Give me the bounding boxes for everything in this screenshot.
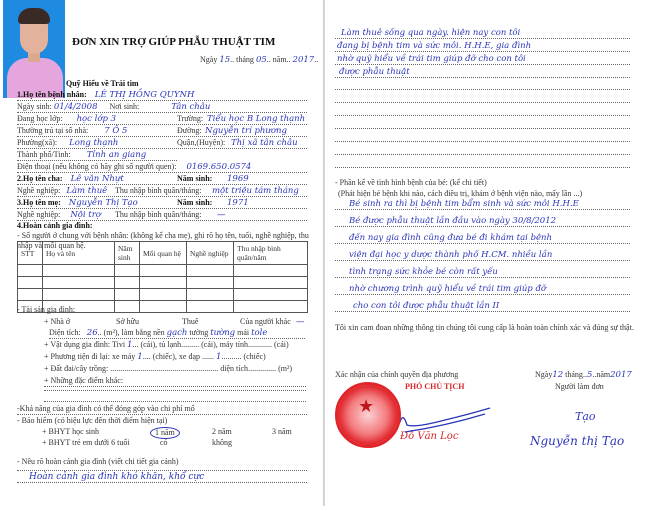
city-row: Thành phố/Tinh: Tỉnh an giang bbox=[17, 150, 177, 161]
family-heading: 4.Hoàn cảnh gia đình: bbox=[17, 221, 93, 230]
patient-name: LÊ THỊ HỒNG QUYNH bbox=[94, 90, 195, 100]
dob-row: Ngày sinh: 01/4/2008 Nơi sinh: Tân châu bbox=[17, 102, 307, 113]
phone-row: Điện thoại (nếu không có hãy ghi số người quen): 0169.650.0574 bbox=[17, 162, 307, 173]
patient-name-row: 1.Họ tên bệnh nhân: LÊ THỊ HỒNG QUYNH bbox=[17, 90, 307, 101]
ward-row: Phường(xã): Long thạnh Quận,(Huyện): Thị xã tân châu bbox=[17, 138, 307, 149]
chairman-title: PHÓ CHỦ TỊCH bbox=[405, 382, 465, 391]
school-row: Đang học lớp: học lớp 3 Trường: Tiểu học B Long thạnh bbox=[17, 114, 306, 124]
blank-line bbox=[335, 153, 630, 155]
table-row bbox=[18, 289, 308, 301]
other-features-row: + Những đặc điểm khác: bbox=[44, 376, 306, 387]
student-insurance-row: + BHYT học sinh 1 năm 2 năm 3 năm bbox=[42, 427, 292, 437]
blank-line bbox=[44, 400, 306, 402]
blank-line bbox=[44, 389, 306, 391]
illness-line: đến nay gia đình cũng đưa bé đi khám tại bệnh bbox=[335, 233, 630, 244]
circumstance-row: Hoàn cảnh gia đình khó khăn, khổ cực bbox=[17, 472, 307, 483]
address-row: Thường trú tại số nhà: 7 Ô 5 Đường: Nguyễn trí phương bbox=[17, 126, 307, 137]
illness-line: cho con tôi được phẫu thuật lần II bbox=[335, 301, 630, 312]
table-row bbox=[18, 277, 308, 289]
insurance-heading: - Bảo hiểm (có hiệu lực đến thời điểm hiện tại) bbox=[17, 416, 168, 425]
illness-line: Bé sinh ra thì bị bệnh tim bẩm sinh và sức môi H.H.E bbox=[335, 199, 630, 210]
blank-line bbox=[335, 88, 630, 90]
contribution-row: -Khả năng của gia đình có thể đóng góp vào chi phí mổ bbox=[17, 404, 307, 415]
illness-line: viện đại học y dược thành phố H.CM. nhiều lần bbox=[335, 250, 630, 261]
chairman-signature-icon bbox=[385, 400, 495, 440]
recipient: Quỹ Hiểu về Trái tim bbox=[66, 79, 139, 88]
child-insurance-row: + BHYT trẻ em dưới 6 tuổi có không bbox=[42, 438, 232, 447]
family-members-table bbox=[17, 241, 308, 313]
house-area-row: Diện tích: 26.. (m²), làm bằng nền gạch tường tường mái tole bbox=[49, 328, 305, 339]
applicant-signature: Tạo bbox=[575, 410, 596, 423]
illness-heading: - Phần kể về tình hình bệnh của bé: (kể chi tiết) bbox=[335, 178, 487, 187]
father-job-row: Nghề nghiệp: Làm thuê Thu nhập bình quân/tháng: một triệu tám tháng bbox=[17, 186, 307, 197]
vehicles-row: + Phương tiện đi lại: xe máy 1.... (chiếc), xe đạp ...... 1.......... (chiếc) bbox=[44, 352, 266, 362]
circumstance-heading: - Nêu rõ hoàn cảnh gia đình (viết chi tiết gia cảnh) bbox=[17, 457, 179, 466]
house-ownership-row: + Nhà ở Sở hữu Thuê Của người khác — bbox=[44, 317, 305, 327]
land-row: + Đất đai/cây trồng: ...................................................... diện tích.............. (m²) bbox=[44, 364, 293, 373]
illness-line: Bé được phẫu thuật lần đầu vào ngày 30/8/2012 bbox=[335, 216, 630, 227]
commitment-text: Tôi xin cam đoan những thông tin chúng tôi cung cấp là hoàn toàn chính xác và đúng sự thật. bbox=[335, 323, 634, 332]
intro-line: được phẫu thuật bbox=[335, 67, 630, 78]
father-row: 2.Họ tên cha: Lê văn Nhựt Năm sinh: 1969 bbox=[17, 174, 307, 185]
illness-line: nhờ chương trình quỹ hiểu về trái tim giúp đỡ bbox=[335, 284, 630, 295]
blank-line bbox=[17, 469, 307, 471]
blank-line bbox=[335, 127, 630, 129]
assets-heading: - Tài sản gia đình: bbox=[17, 305, 76, 314]
mother-row: 3.Họ tên mẹ: Nguyễn Thị Tạo Năm sinh: 1971 bbox=[17, 198, 307, 209]
blank-line bbox=[335, 140, 630, 142]
blank-line bbox=[335, 101, 630, 103]
intro-line: đang bị bệnh tim và sức môi. H.H.E, gia đình bbox=[335, 41, 630, 52]
illness-note: (Phát hiện bé bệnh khi nào, cách điều trị, khám ở bệnh viện nào, mấy lần ...) bbox=[338, 189, 583, 198]
household-items-row: + Vật dụng gia đình: Tivi 1... (cái), tủ lạnh......... (cái), máy tính............ (cái) bbox=[44, 340, 289, 350]
applicant-label: Người làm đơn bbox=[555, 382, 604, 391]
form-date: Ngày 15.. tháng 05.. năm.. 2017.. bbox=[200, 55, 319, 65]
form-title: ĐƠN XIN TRỢ GIÚP PHẪU THUẬT TIM bbox=[72, 36, 276, 48]
blank-line bbox=[335, 166, 630, 168]
student-option-1-selected: 1 năm bbox=[150, 427, 180, 439]
sign-date: Ngày12 tháng..5..năm2017 bbox=[535, 370, 632, 380]
blank-line bbox=[335, 114, 630, 116]
application-form-page-1 bbox=[0, 0, 324, 506]
chairman-name: Đỗ Văn Lọc bbox=[400, 431, 459, 442]
local-confirmation-label: Xác nhận của chính quyền địa phương bbox=[335, 370, 459, 379]
official-seal-icon: ★ bbox=[335, 382, 401, 448]
table-row bbox=[18, 265, 308, 277]
family-note: - Số người ở chung với bệnh nhân: (không kể cha mẹ), ghi rõ họ tên, tuổi, nghề nghiệp, thu nhập và mối quan hệ. bbox=[17, 231, 309, 250]
intro-line: nhờ quỹ hiểu về trái tim giúp đỡ cho con tôi bbox=[335, 54, 630, 65]
table-header-row: STT Họ và tên Năm sinh Mối quan hệ Nghề nghiệp Thu nhập bình quân/năm bbox=[18, 242, 308, 265]
patient-photo bbox=[3, 0, 65, 98]
applicant-name: Nguyễn thị Tạo bbox=[530, 434, 625, 448]
mother-job-row: Nghề nghiệp: Nội trợ Thu nhập bình quân/tháng: — bbox=[17, 210, 307, 221]
intro-line: Làm thuê sống qua ngày. hiện nay con tôi bbox=[335, 28, 630, 39]
illness-line: tình trạng sức khỏe bé còn rất yếu bbox=[335, 267, 630, 278]
